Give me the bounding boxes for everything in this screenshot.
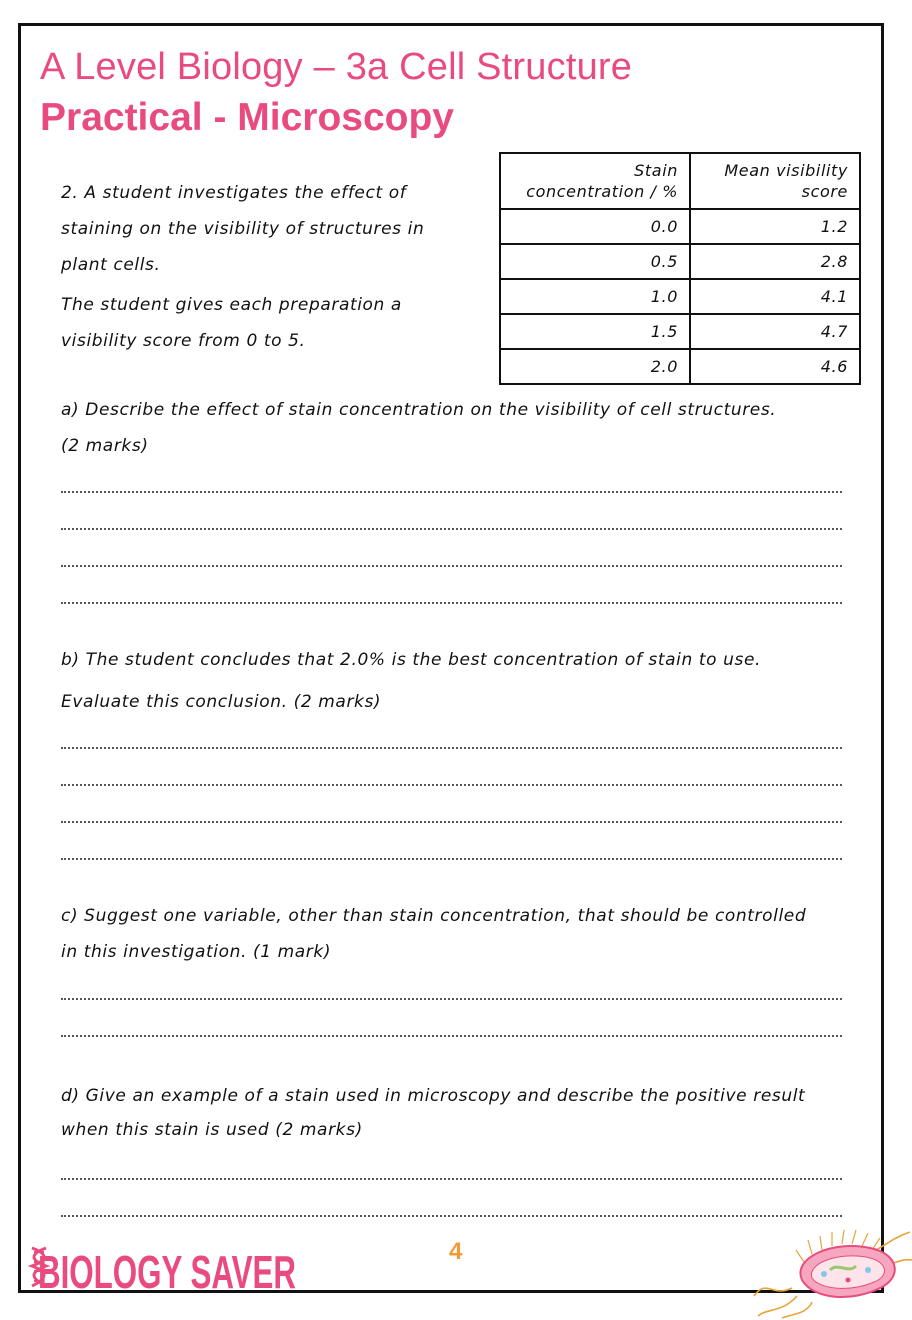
header-text: concentration / % bbox=[526, 182, 678, 201]
question-d-text: when this stain is used (2 marks) bbox=[61, 1120, 363, 1140]
question-c-text: in this investigation. (1 mark) bbox=[61, 942, 332, 962]
answer-line[interactable] bbox=[61, 821, 842, 823]
table-row bbox=[500, 279, 860, 314]
table-cell: 4.7 bbox=[690, 314, 860, 349]
table-row bbox=[500, 349, 860, 384]
question-a-text: (2 marks) bbox=[61, 436, 149, 456]
intro-line: visibility score from 0 to 5. bbox=[61, 331, 306, 351]
page-title: A Level Biology – 3a Cell Structure bbox=[40, 46, 633, 88]
table-cell: 0.0 bbox=[500, 209, 690, 244]
bacteria-illustration bbox=[752, 1218, 912, 1318]
header-text: score bbox=[801, 182, 848, 201]
table-cell: 4.1 bbox=[690, 279, 860, 314]
answer-line[interactable] bbox=[61, 858, 842, 860]
biology-saver-logo bbox=[26, 1240, 306, 1296]
table-cell: 2.0 bbox=[500, 349, 690, 384]
intro-line: The student gives each preparation a bbox=[61, 295, 402, 315]
table-header-row bbox=[500, 153, 860, 209]
answer-line[interactable] bbox=[61, 528, 842, 530]
column-header-stain-concentration bbox=[500, 153, 690, 209]
question-c-text: c) Suggest one variable, other than stain concentration, that should be controlled bbox=[61, 906, 807, 926]
logo-text: BIOLOGY SAVER bbox=[38, 1246, 296, 1298]
table-cell: 1.5 bbox=[500, 314, 690, 349]
table-cell: 1.2 bbox=[690, 209, 860, 244]
question-b-text: b) The student concludes that 2.0% is the best concentration of stain to use. bbox=[61, 650, 762, 670]
question-d-text: d) Give an example of a stain used in microscopy and describe the positive result bbox=[61, 1086, 806, 1106]
answer-line[interactable] bbox=[61, 602, 842, 604]
table-row bbox=[500, 244, 860, 279]
question-a-text: a) Describe the effect of stain concentration on the visibility of cell structures. bbox=[61, 400, 777, 420]
results-table bbox=[499, 152, 861, 385]
intro-line: plant cells. bbox=[61, 255, 161, 275]
answer-line[interactable] bbox=[61, 1215, 842, 1217]
answer-line[interactable] bbox=[61, 747, 842, 749]
question-b-text: Evaluate this conclusion. (2 marks) bbox=[61, 692, 382, 712]
page-subtitle: Practical - Microscopy bbox=[40, 96, 454, 139]
answer-line[interactable] bbox=[61, 1178, 842, 1180]
header-text: Mean visibility bbox=[724, 161, 848, 180]
table-row bbox=[500, 209, 860, 244]
intro-line: 2. A student investigates the effect of bbox=[61, 183, 407, 203]
column-header-visibility-score bbox=[690, 153, 860, 209]
table-cell: 2.8 bbox=[690, 244, 860, 279]
answer-line[interactable] bbox=[61, 784, 842, 786]
intro-line: staining on the visibility of structures in bbox=[61, 219, 425, 239]
table-row bbox=[500, 314, 860, 349]
table-cell: 1.0 bbox=[500, 279, 690, 314]
answer-line[interactable] bbox=[61, 565, 842, 567]
answer-line[interactable] bbox=[61, 1035, 842, 1037]
answer-line[interactable] bbox=[61, 998, 842, 1000]
header-text: Stain bbox=[634, 161, 678, 180]
table-cell: 4.6 bbox=[690, 349, 860, 384]
answer-line[interactable] bbox=[61, 491, 842, 493]
page-number: 4 bbox=[449, 1238, 463, 1265]
table-cell: 0.5 bbox=[500, 244, 690, 279]
